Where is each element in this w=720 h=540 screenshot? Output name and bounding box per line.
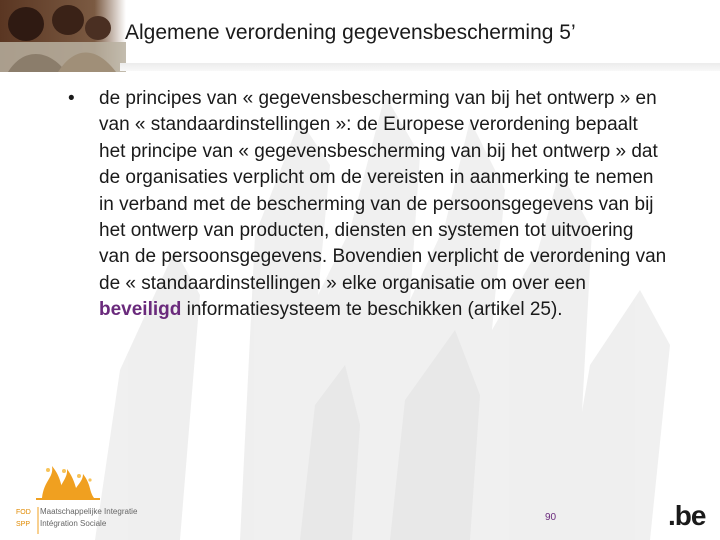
- slide-title: Algemene verordening gegevensbescherming 5’: [125, 21, 576, 44]
- org-name-nl: Maatschappelijke Integratie: [40, 507, 138, 516]
- bullet-list-item: [68, 86, 668, 324]
- spp-label: SPP: [16, 521, 31, 528]
- highlight-word: beveiligd: [99, 299, 182, 321]
- org-name-fr: Intégration Sociale: [40, 519, 107, 528]
- bullet-text-part-1: de principes van « gegevensbescherming van bij het ontwerp » en van « standaardinstellingen »: de Europese verordening bepaalt het principe van « gegevensbescherming van bij het ontwerp » dat de organisaties verplicht om de vereisten in aanmerking te nemen in verband met de bescherming van de persoonsgegevens van bij het ontwerp van producten, diensten en systemen tot uitvoering van de persoonsgegevens. Bovendien verplicht de verordening van de « standaardinstellingen » elke organisatie om over een: [99, 88, 667, 294]
- slide-content: [68, 86, 668, 324]
- header-photo-children: [0, 0, 126, 72]
- bullet-text: [99, 86, 668, 324]
- be-logo: .be: [668, 500, 706, 531]
- bullet-marker: •: [68, 88, 75, 109]
- page-number: 90: [545, 512, 557, 523]
- fod-label: FOD: [16, 509, 31, 516]
- header-divider: [120, 63, 720, 71]
- bullet-text-part-2: informatiesysteem te beschikken (artikel 25).: [181, 299, 563, 321]
